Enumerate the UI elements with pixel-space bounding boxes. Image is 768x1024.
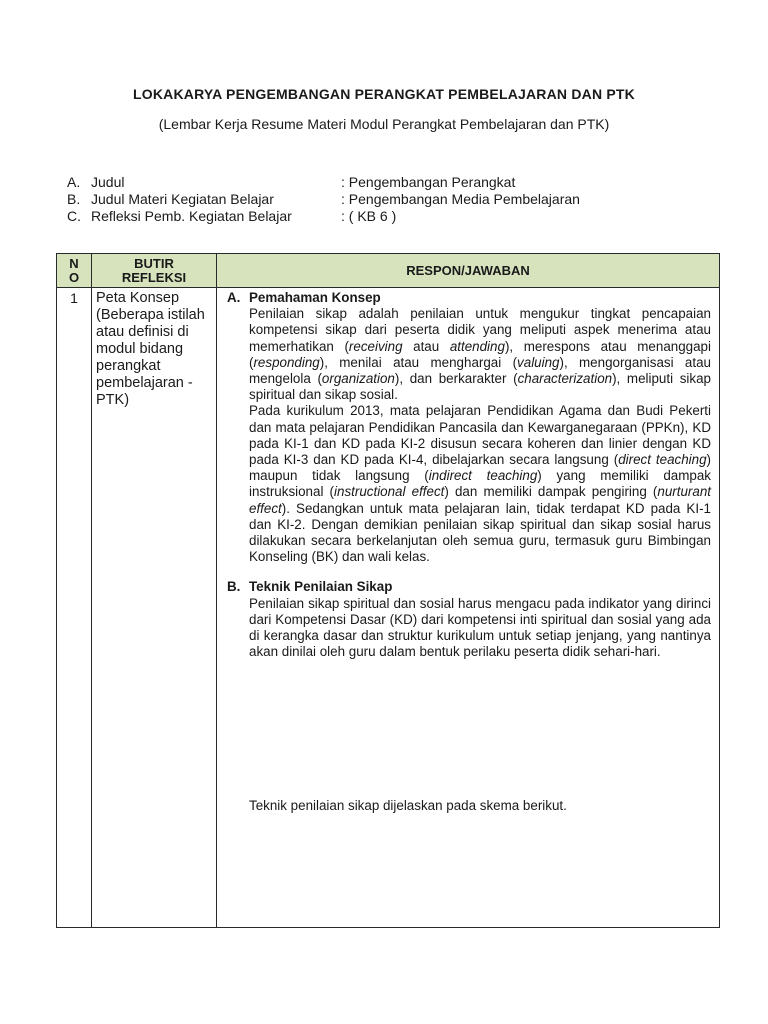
header-butir [92,254,217,288]
meta-row-refleksi [67,208,580,225]
italic-term: characterization [517,371,613,387]
text-run: ) maupun tidak langsung ( [249,452,712,484]
italic-term: receiving [348,338,403,354]
section-a-paragraph-1 [249,306,711,403]
meta-value: : ( KB 6 ) [341,208,397,224]
text-run: ) yang memiliki dampak instruksional ( [249,468,712,500]
meta-label: Refleksi Pemb. Kegiatan Belajar [91,208,292,224]
header-butir-text: BUTIR REFLEKSI [121,255,187,285]
text-run: ), menilai atau menghargai ( [319,354,518,370]
italic-term: attending [449,338,505,354]
section-b-paragraph: Penilaian sikap spiritual dan sosial harus mengacu pada indikator yang dirinci dari Kompetensi Dasar (KD) dari kompetensi inti spiritual dan sosial yang ada di kerangka dasar dan struktur kurikulum untuk setiap jenjang, yang nantinya akan dinilai oleh guru dalam bentuk perilaku peserta didik sehari-hari. [249,595,711,660]
row-respon [217,288,720,928]
header-respon [217,254,720,288]
italic-term: responding [253,354,320,370]
header-respon-text: RESPON/JAWABAN [406,262,530,278]
header-no-text: N O [68,255,80,285]
text-run: ), meliputi sikap spiritual dan sikap sosial. [249,371,711,403]
text-run: Pada kurikulum 2013, mata pelajaran Pendidikan Agama dan Budi Pekerti dan mata pelajaran Pendidikan Pancasila dan Kewarganegaraan (PPKn), KD pada KI-1 dan KD pada KI-2 disusun secara koheren dan linier dengan KD pada KI-3 dan KD pada KI-4, dibelajarkan secara langsung ( [249,403,711,468]
row-butir: Peta Konsep (Beberapa istilah atau definisi di modul bidang perangkat pembelajaran -PTK) [92,288,217,928]
meta-label: Judul Materi Kegiatan Belajar [91,191,274,207]
section-a-title: Pemahaman Konsep [249,290,381,305]
text-run: Penilaian sikap adalah penilaian untuk mengukur tingkat pencapaian kompetensi sikap dari peserta didik yang meliputi aspek menerima atau memerhatikan ( [249,306,711,354]
meta-letter: A. [67,174,81,190]
italic-term: nurturant effect [249,484,711,516]
meta-label: Judul [91,174,125,190]
document-title: LOKAKARYA PENGEMBANGAN PERANGKAT PEMBELAJARAN DAN PTK [133,86,635,102]
table-header-row [57,254,720,288]
section-b-heading [227,579,711,595]
italic-term: instructional effect [334,484,445,500]
row-number: 1 [57,288,92,928]
section-b-title: Teknik Penilaian Sikap [249,579,393,595]
italic-term: indirect teaching [428,468,538,484]
italic-term: organization [321,371,395,387]
section-a-paragraph-2 [249,403,711,565]
section-spacer [227,565,711,579]
meta-letter: B. [67,191,81,207]
document-subtitle: (Lembar Kerja Resume Materi Modul Perangkat Pembelajaran dan PTK) [158,116,610,132]
section-b-closing: Teknik penilaian sikap dijelaskan pada skema berikut. [249,798,567,814]
section-b-letter: B. [227,579,241,595]
meta-value: : Pengembangan Perangkat [341,174,516,190]
italic-term: direct teaching [618,452,707,468]
text-run: ), merespons atau menanggapi ( [249,338,711,370]
text-run: ). Sedangkan untuk mata pelajaran lain, tidak terdapat KD pada KI-1 dan KI-2. Dengan demikian penilaian sikap spiritual dan sikap sosial harus dilakukan secara berkelanjutan oleh semua guru, termasuk guru Bimbingan Konseling (BK) dan wali kelas. [249,500,711,565]
meta-info [67,174,580,225]
meta-value: : Pengembangan Media Pembelajaran [341,191,580,207]
text-run: ) dan memiliki dampak pengiring ( [444,484,658,500]
italic-term: valuing [517,354,560,370]
header-no [57,254,92,288]
meta-row-judul-materi [67,191,580,208]
section-a-letter: A. [227,290,241,305]
table-row [57,288,720,928]
text-run: ), dan berkarakter ( [394,371,518,387]
meta-letter: C. [67,208,81,224]
text-run: ), mengorganisasi atau mengelola ( [249,354,711,387]
meta-row-judul [67,174,580,191]
reflection-table [56,253,720,928]
text-run: atau [402,338,450,354]
section-a-heading [227,290,711,306]
